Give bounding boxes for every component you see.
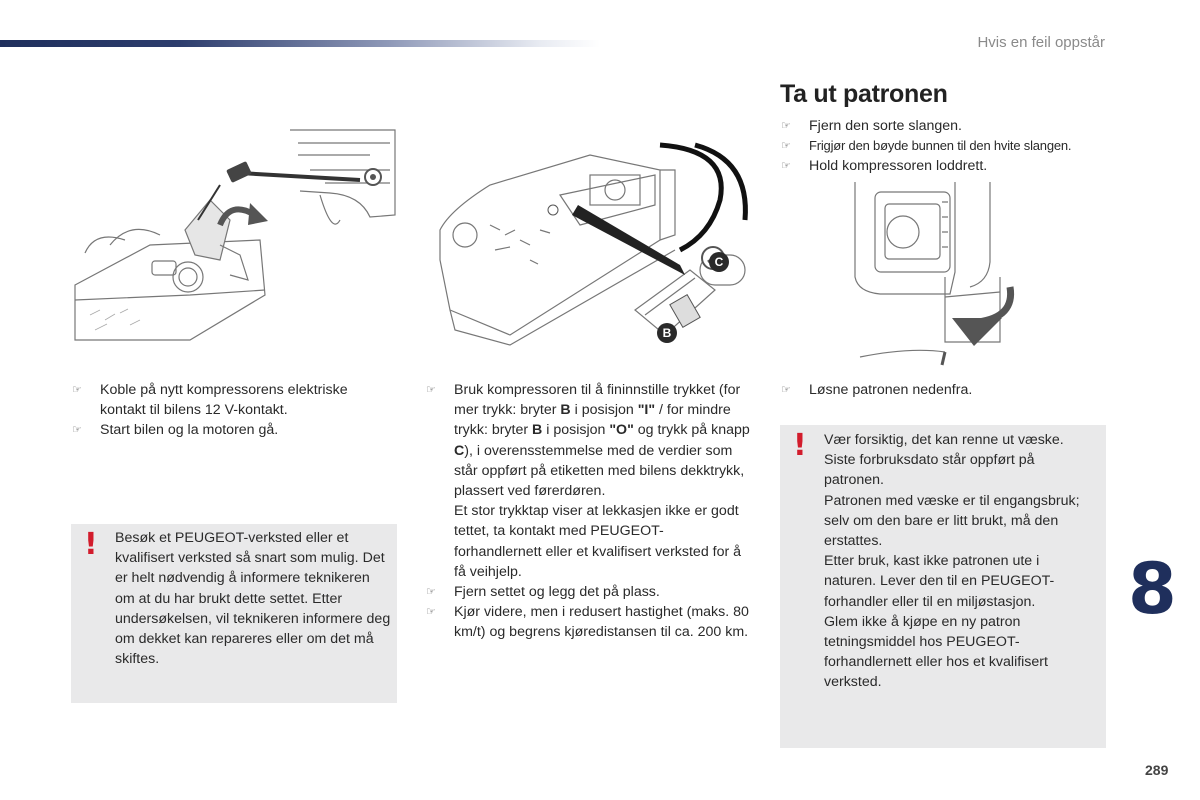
col2-bullet-list-top: [426, 380, 751, 643]
section-title: Hvis en feil oppstår: [977, 34, 1105, 51]
bullet-text: Start bilen og la motoren gå.: [100, 422, 279, 439]
col3-bullet-list-bottom: [781, 380, 1106, 400]
warning-exclamation-icon: !: [793, 428, 807, 463]
warning-paragraph: Patronen med væske er til engangsbruk; selv om den bare er litt brukt, må den erstattes.: [824, 492, 1080, 550]
warning-text: Besøk et PEUGEOT-verksted eller et kvalifisert verksted så snart som mulig. Det er helt nødvendig å informere teknikeren om at du har brukt dette settet. Etter undersøkelsen, vil teknikeren informere deg om dekket kan repareres eller om det må skiftes.: [115, 530, 391, 668]
list-item: [781, 380, 1106, 400]
pointing-hand-icon: ☞: [72, 424, 82, 437]
pointing-hand-icon: ☞: [426, 606, 436, 619]
bullet-text: Frigjør den bøyde bunnen til den hvite slangen.: [809, 138, 1072, 154]
compressor-socket-illustration: [70, 125, 400, 345]
warning-paragraph: Etter bruk, kast ikke patronen ute i naturen. Lever den til en PEUGEOT-forhandler eller til en miljøstasjon.: [824, 553, 1055, 610]
chapter-number: 8: [1128, 548, 1177, 630]
list-item: [781, 156, 1111, 176]
pointing-hand-icon: ☞: [426, 384, 436, 396]
list-item: [426, 380, 751, 582]
pointing-hand-icon: ☞: [781, 384, 791, 396]
warning-paragraph: Glem ikke å kjøpe en ny patron tetningsmiddel hos PEUGEOT-forhandlernett eller hos et kvalifisert verksted.: [824, 613, 1048, 691]
cartridge-removal-illustration: [850, 182, 1025, 370]
label-b-badge: B: [657, 323, 677, 343]
bullet-text: Bruk kompressoren til å fininnstille trykket (for mer trykk: bryter B i posisjon "I" / for mindre trykk: bryter B i posisjon "O" og trykk på knapp C), i overensstemmelse med de verdier som står oppført på etiketten med bilens dekktrykk, plassert ved førerdøren.: [454, 382, 750, 500]
list-item: [72, 420, 392, 440]
page-number: 289: [1145, 762, 1169, 778]
bullet-text: Kjør videre, men i redusert hastighet (maks. 80 km/t) og begrens kjøredistansen til ca. 200 km.: [454, 604, 749, 641]
col3-bullet-list-top: [781, 116, 1111, 177]
header-gradient-bar: [0, 40, 600, 47]
pointing-hand-icon: ☞: [72, 384, 82, 396]
pointing-hand-icon: ☞: [781, 120, 791, 132]
compressor-switch-illustration: [430, 140, 760, 355]
bullet-text: Løsne patronen nedenfra.: [809, 382, 973, 398]
list-item: [781, 136, 1111, 156]
pointing-hand-icon: ☞: [781, 160, 791, 173]
pointing-hand-icon: ☞: [781, 140, 791, 153]
pointing-hand-icon: ☞: [426, 586, 436, 599]
page-heading: Ta ut patronen: [780, 80, 948, 108]
bullet-text: Hold kompressoren loddrett.: [809, 158, 988, 175]
col1-warning-box: [71, 524, 397, 703]
warning-text-block: [824, 430, 1089, 693]
list-item: [781, 116, 1111, 136]
list-item: [72, 380, 392, 420]
warning-exclamation-icon: !: [84, 527, 98, 562]
list-item: [426, 602, 751, 642]
bullet-text: Fjern settet og legg det på plass.: [454, 584, 660, 601]
col3-warning-box: [780, 425, 1106, 748]
bullet-text: Koble på nytt kompressorens elektriske kontakt til bilens 12 V-kontakt.: [100, 382, 348, 419]
warning-paragraph: Vær forsiktig, det kan renne ut væske. Siste forbruksdato står oppført på patronen.: [824, 432, 1064, 489]
continuation-text: Et stor trykktap viser at lekkasjen ikke er godt tettet, ta kontakt med PEUGEOT-forhandlernett eller et kvalifisert verksted for å få veihjelp.: [454, 503, 742, 580]
list-item: [426, 582, 751, 602]
col1-bullet-list: [72, 380, 392, 441]
label-c-badge: C: [709, 252, 729, 272]
bullet-text: Fjern den sorte slangen.: [809, 118, 963, 134]
